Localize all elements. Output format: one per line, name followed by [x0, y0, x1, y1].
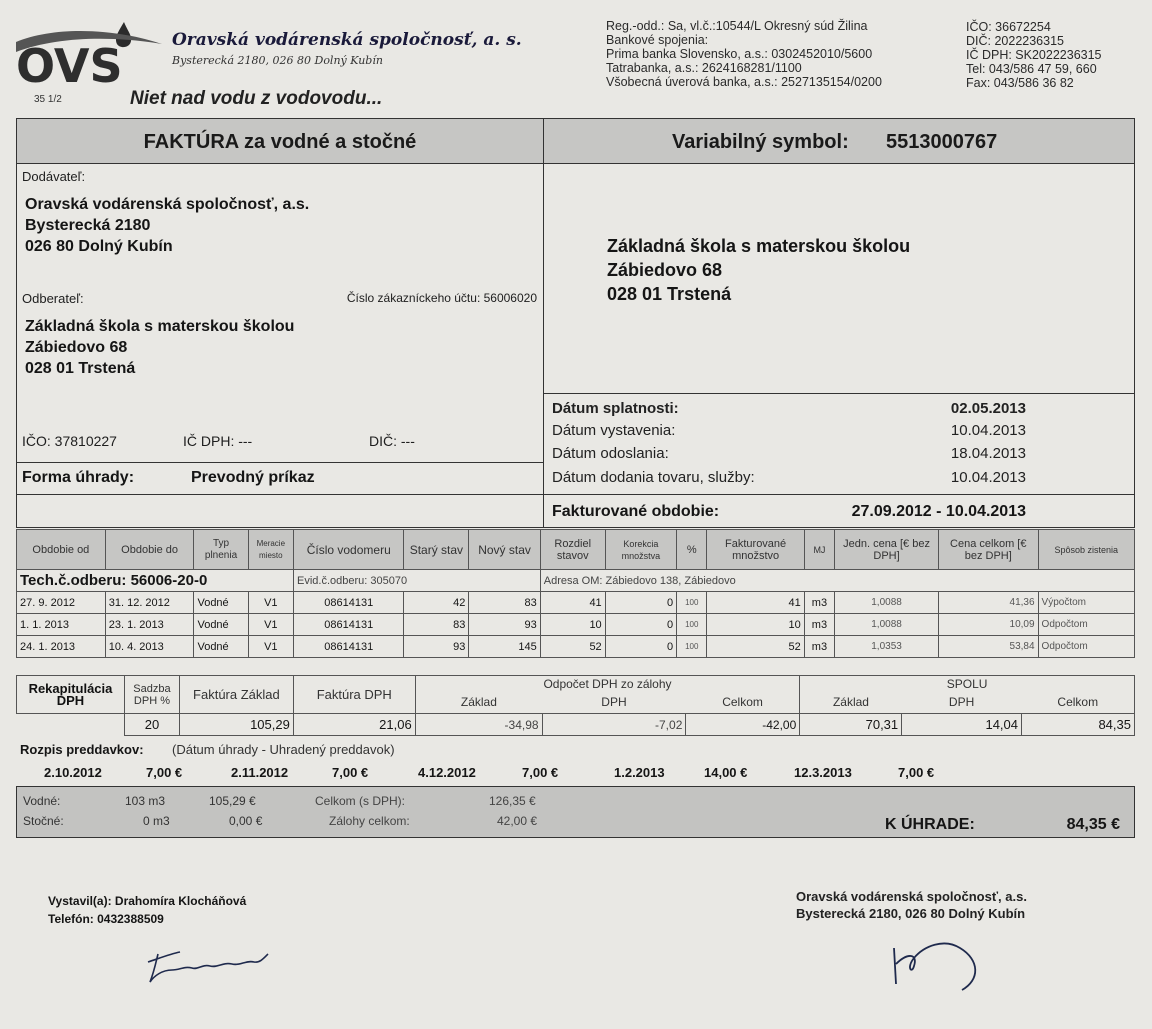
table-header-row	[17, 530, 1135, 570]
footer-company: Oravská vodárenská spoločnosť, a.s. Bysterecká 2180, 026 80 Dolný Kubín	[796, 889, 1027, 921]
advance-date: 4.12.2012	[418, 765, 476, 780]
total-with-vat: 126,35 €	[489, 794, 536, 808]
dates-box	[543, 393, 1135, 495]
sewage-label: Stočné:	[23, 814, 64, 828]
recap-header-row	[17, 676, 1135, 692]
advance-date: 12.3.2013	[794, 765, 852, 780]
table-row: 1. 1. 2013 23. 1. 2013 Vodné V1 08614131 83 93 10 0 100 10 m3 1,0088 10,09 Odpočtom	[17, 614, 1135, 636]
amount-due-label: K ÚHRADE:	[885, 816, 975, 833]
sewage-qty: 0 m3	[143, 814, 170, 828]
recipient-address: Základná škola s materskou školou Zábiedovo 68 028 01 Trstená	[607, 236, 911, 304]
due-date-label: Dátum splatnosti:	[552, 400, 679, 417]
period-box	[543, 494, 1135, 528]
consumption-table	[16, 529, 1135, 658]
advance-amount: 14,00 €	[704, 765, 748, 780]
customer-label: Odberateľ:	[22, 291, 84, 306]
issue-date-label: Dátum vystavenia:	[552, 422, 676, 439]
recap-tot-total-header: Celkom	[1022, 692, 1135, 714]
col-period-from: Obdobie od	[17, 530, 106, 570]
col-invoiced-qty: Fakturované množstvo	[707, 530, 804, 570]
customer-ico: IČO: 37810227	[22, 433, 117, 449]
col-unit-price: Jedn. cena [€ bez DPH]	[835, 530, 939, 570]
period-value: 27.09.2012 - 10.04.2013	[851, 503, 1026, 520]
advance-date: 2.10.2012	[44, 765, 102, 780]
variable-symbol-label: Variabilný symbol:	[672, 131, 849, 153]
recap-adv-vat-header: DPH	[542, 692, 686, 714]
registration-info: Reg.-odd.: Sa, vl.č.:10544/L Okresný súd Žilina Bankové spojenia: Prima banka Slovensko, a.s.: 0302452010/5600 Tatrabanka, a.s.: 2624168281/1100 Všobecná úverová banka, a.s.: 2527135154/0200	[606, 19, 882, 89]
table-row: 27. 9. 2012 31. 12. 2012 Vodné V1 08614131 42 83 41 0 100 41 m3 1,0088 41,36 Výpočtom	[17, 592, 1135, 614]
col-percent: %	[677, 530, 707, 570]
company-ids: IČO: 36672254 DIČ: 2022236315 IČ DPH: SK2022236315 Tel: 043/586 47 59, 660 Fax: 043/586 36 82	[966, 20, 1102, 90]
total-with-vat-label: Celkom (s DPH):	[315, 794, 406, 808]
water-label: Vodné:	[23, 794, 61, 808]
om-address: Adresa OM: Zábiedovo 138, Zábiedovo	[540, 570, 1134, 592]
col-difference: Rozdiel stavov	[540, 530, 605, 570]
period-label: Fakturované obdobie:	[552, 503, 720, 520]
payment-method: Prevodný príkaz	[191, 469, 315, 486]
col-meter-place: Meracie miesto	[248, 530, 293, 570]
col-unit: MJ	[804, 530, 834, 570]
variable-symbol-box	[543, 118, 1135, 164]
payment-box	[16, 462, 544, 495]
recap-advance-header: Odpočet DPH zo zálohy	[415, 676, 800, 692]
advance-amount: 7,00 €	[522, 765, 559, 780]
issuer-phone: Telefón: 0432388509	[48, 912, 164, 926]
issue-date: 10.04.2013	[950, 422, 1026, 439]
advances-note: (Dátum úhrady - Uhradený preddavok)	[172, 742, 395, 757]
issued-by-block	[48, 892, 246, 928]
variable-symbol: 5513000767	[886, 131, 998, 153]
customer-dic: DIČ: ---	[369, 433, 415, 449]
issuer-signature	[140, 940, 280, 990]
recap-total-header: SPOLU	[800, 676, 1135, 692]
col-correction: Korekcia množstva	[605, 530, 676, 570]
send-date: 18.04.2013	[950, 445, 1026, 462]
col-new-state: Nový stav	[469, 530, 540, 570]
table-row: 24. 1. 2013 10. 4. 2013 Vodné V1 08614131 93 145 52 0 100 52 m3 1,0353 53,84 Odpočtom	[17, 636, 1135, 658]
advance-date: 1.2.2013	[614, 765, 665, 780]
issued-by: Vystavil(a): Drahomíra Klocháňová	[48, 894, 247, 908]
recap-title: Rekapitulácia DPH	[17, 676, 125, 714]
col-meter-number: Číslo vodomeru	[294, 530, 404, 570]
col-total-price: Cena celkom [€ bez DPH]	[938, 530, 1038, 570]
delivery-date-label: Dátum dodania tovaru, služby:	[552, 469, 755, 486]
customer-ic-dph: IČ DPH: ---	[183, 433, 253, 449]
evid-number: Evid.č.odberu: 305070	[294, 570, 541, 592]
advance-amount: 7,00 €	[146, 765, 183, 780]
company-name: Oravská vodárenská spoločnosť, a. s.	[172, 30, 522, 50]
recap-adv-total-header: Celkom	[686, 692, 800, 714]
advance-date: 2.11.2012	[231, 765, 289, 780]
recipient-box	[543, 163, 1135, 394]
send-date-label: Dátum odoslania:	[552, 445, 669, 462]
col-period-to: Obdobie do	[105, 530, 194, 570]
amount-due: 84,35 €	[1066, 816, 1120, 833]
supplier-customer-box	[16, 163, 544, 463]
tech-info-row	[17, 570, 1135, 592]
payment-label: Forma úhrady:	[22, 469, 135, 486]
supplier-label: Dodávateľ:	[22, 169, 86, 184]
page-number: 35 1/2	[34, 94, 62, 105]
recap-invoice-vat-header: Faktúra DPH	[293, 676, 415, 714]
recap-adv-base-header: Základ	[415, 692, 542, 714]
col-type: Typ plnenia	[194, 530, 248, 570]
recap-tot-base-header: Základ	[800, 692, 902, 714]
recap-rate-header: Sadzba DPH %	[124, 676, 179, 714]
due-date: 02.05.2013	[950, 400, 1026, 417]
col-old-state: Starý stav	[404, 530, 469, 570]
supplier-address: Oravská vodárenská spoločnosť, a.s. Bysterecká 2180 026 80 Dolný Kubín	[25, 196, 310, 255]
logo-text: OVS	[16, 39, 123, 88]
advance-amount: 7,00 €	[332, 765, 369, 780]
vat-recap-table	[16, 675, 1135, 736]
company-address: Bysterecká 2180, 026 80 Dolný Kubín	[172, 54, 383, 67]
slogan: Niet nad vodu z vodovodu...	[130, 88, 383, 109]
company-signature	[884, 928, 994, 998]
tech-number: Tech.č.odberu: 56006-20-0	[17, 570, 294, 592]
summary-bar	[16, 786, 1135, 838]
recap-invoice-base-header: Faktúra Základ	[179, 676, 293, 714]
water-qty: 103 m3	[125, 794, 166, 808]
company-logo	[14, 18, 164, 88]
invoice-title-box	[16, 118, 544, 164]
water-amount: 105,29 €	[209, 794, 256, 808]
sewage-amount: 0,00 €	[229, 814, 263, 828]
customer-address: Základná škola s materskou školou Zábiedovo 68 028 01 Trstená	[25, 318, 295, 377]
recap-tot-vat-header: DPH	[902, 692, 1022, 714]
delivery-date: 10.04.2013	[950, 469, 1026, 486]
advance-amount: 7,00 €	[898, 765, 935, 780]
recap-row: 20 105,29 21,06 -34,98 -7,02 -42,00 70,31 14,04 84,35	[17, 714, 1135, 736]
advances-label: Rozpis preddavkov:	[20, 742, 144, 757]
advances-total-label: Zálohy celkom:	[329, 814, 410, 828]
advances-total: 42,00 €	[497, 814, 538, 828]
empty-row	[16, 494, 544, 528]
customer-account-number: Číslo zákazníckeho účtu: 56006020	[346, 291, 537, 305]
col-method: Spôsob zistenia	[1038, 530, 1134, 570]
invoice-title: FAKTÚRA za vodné a stočné	[143, 131, 417, 153]
